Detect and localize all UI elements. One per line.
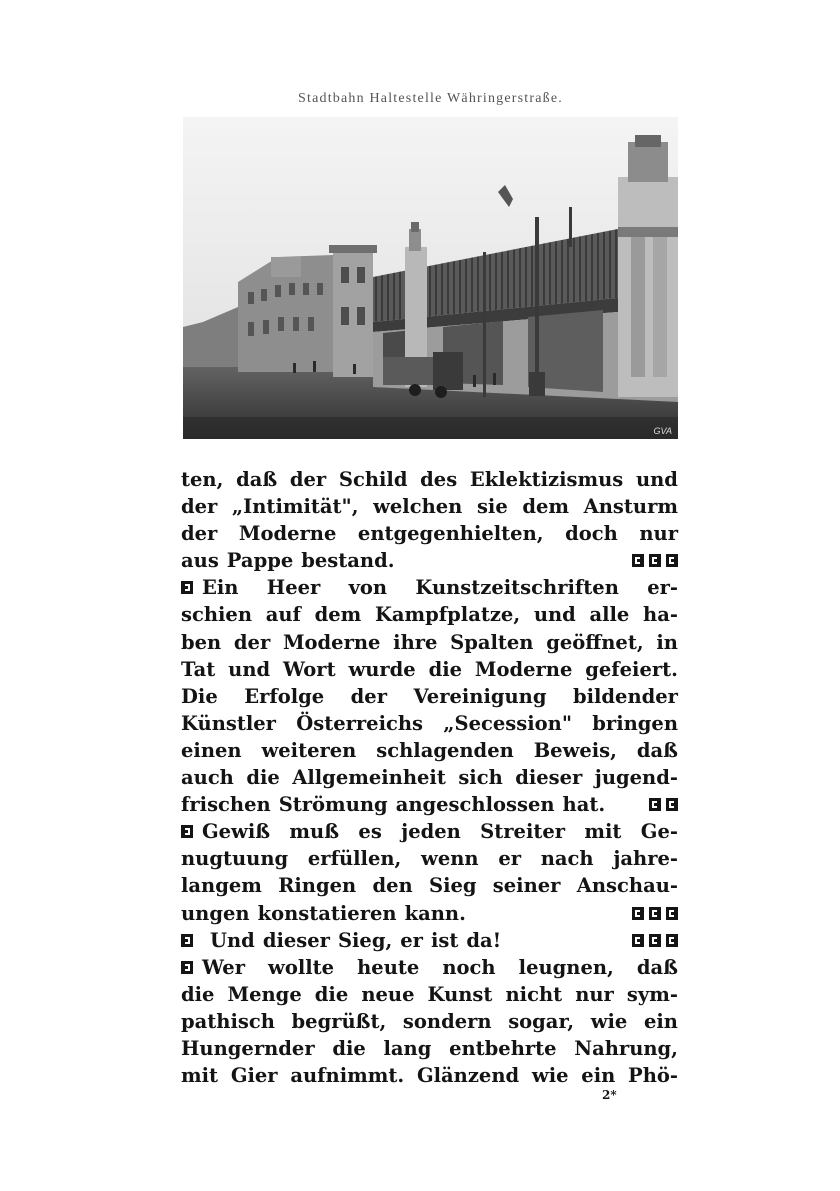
lead-group [181,818,270,845]
word: einen [181,738,242,762]
paragraph-ornament-icon [632,907,644,920]
word: Sieg, [337,928,393,952]
word: Strömung [278,793,388,817]
word: muß [289,820,340,844]
word: Nahrung, [574,1036,678,1060]
word: ungen [181,901,250,925]
word: entgegenhielten, [357,522,544,546]
word: Die [181,684,218,708]
paragraph-ornament-icon [649,554,661,567]
word: Beweis, [533,738,617,762]
text-line [181,1008,678,1035]
word: Spalten [450,630,534,654]
word: jahre- [613,847,678,871]
line-text [181,900,466,927]
word: nur [639,522,678,546]
word: „Secession" [443,711,572,735]
word: Phö- [628,1064,678,1088]
paragraph-ornament-icon [181,825,193,838]
word: die [332,1036,366,1060]
word: auf [265,603,301,627]
word: wie [590,1009,628,1033]
text-line [181,683,678,710]
word: Ringen [278,874,357,898]
word: nugtuung [181,847,289,871]
paragraph-ornament-icon [649,907,661,920]
word: die [314,982,349,1006]
word: auch [181,766,234,790]
paragraph-ornament-icon [632,934,644,947]
word: kann. [404,901,466,925]
text-line [181,818,678,845]
word: Erfolge [244,684,325,708]
word: und [228,657,271,681]
word: bildender [572,684,678,708]
word: ben [181,630,222,654]
word: noch [442,955,496,979]
word: erfüllen, [307,847,402,871]
word: wollte [268,955,335,979]
word: sie [476,495,508,519]
word: daß [636,955,678,979]
word: des [420,468,458,491]
word: hat. [562,793,606,817]
word: ein [581,1064,616,1088]
text-line [181,981,678,1008]
word: Künstler [181,711,276,735]
station-photograph [183,117,678,439]
word: die [181,982,215,1006]
word: ist [430,928,459,952]
word: da! [466,928,502,952]
word: Hungernder [181,1036,315,1060]
text-line [181,1035,678,1062]
paragraph-ornament-icon [649,798,661,811]
line-text [181,547,395,574]
body-text [181,466,678,1089]
word: Pappe [226,549,294,573]
text-line [181,629,678,656]
word: welchen [373,495,463,519]
word: neue [361,982,415,1006]
word: Heer [266,576,321,600]
word: der [233,630,271,654]
word: dem [314,603,362,627]
word: frischen [181,793,271,817]
word: wenn [421,847,479,871]
word: Ge- [640,820,678,844]
word: bringen [592,711,678,735]
ornament-group [644,791,678,818]
word: er- [647,576,678,600]
paragraph-ornament-icon [666,554,678,567]
text-line [181,574,678,601]
word: die [246,766,280,790]
word: mit [181,1064,219,1088]
word: doch [565,522,618,546]
lead-group [181,954,245,981]
paragraph-ornament-icon [632,554,644,567]
word: gefeiert. [585,657,678,681]
word: Sieg [428,874,477,898]
word: nicht [505,982,563,1006]
word: leugnen, [518,955,614,979]
paragraph-ornament-icon [649,934,661,947]
word: daß [636,738,678,762]
paragraph-ornament-icon [666,798,678,811]
word: es [358,820,382,844]
photo-caption: Stadtbahn Haltestelle Währingerstraße. [298,91,563,106]
word: Menge [227,982,302,1006]
word: „Intimität", [231,495,359,519]
word: pathisch [181,1009,275,1033]
word: der [289,468,327,491]
word: konstatieren [257,901,397,925]
word: Anschau- [576,874,678,898]
paragraph-ornament-icon [181,961,193,974]
word: der [181,522,218,546]
text-line [181,520,678,547]
word: Schild [338,468,408,491]
word: der [350,684,387,708]
photo-monogram: GVA [653,426,672,436]
word: begrüßt, [291,1009,387,1033]
photograph-image [183,117,678,439]
word: Kunstzeitschriften [415,576,619,600]
word: Tat [181,657,216,681]
paragraph-ornament-icon [181,934,193,947]
line-text [181,791,605,818]
word: Ein [202,576,239,600]
text-line [181,927,678,954]
word: bestand. [301,549,395,573]
text-line [181,737,678,764]
word: und [533,603,576,627]
text-line [181,656,678,683]
word: jeden [401,820,461,844]
word: ihre [393,630,438,654]
paragraph-ornament-icon [666,907,678,920]
word: die [428,657,463,681]
word: den [372,874,413,898]
paragraph-ornament-icon [666,934,678,947]
word: aus [181,549,219,573]
word: Moderne [238,522,337,546]
text-line [181,954,678,981]
word: ten, [181,468,224,491]
word: heute [357,955,420,979]
word: Gier [230,1064,278,1088]
word: von [348,576,388,600]
word: er [498,847,522,871]
word: wie [531,1064,569,1088]
word: geöffnet, [546,630,644,654]
word: jugend- [594,766,678,790]
word: lang [383,1036,432,1060]
ornament-group [627,547,678,574]
line-text [181,927,501,954]
word: angeschlossen [395,793,555,817]
word: schlagenden [376,738,514,762]
page-number: 2* [602,1088,617,1102]
word: Wort [282,657,336,681]
ornament-group [627,900,678,927]
word: seiner [492,874,561,898]
word: sym- [626,982,678,1006]
word: Gewiß [202,820,271,844]
paragraph-ornament-icon [181,581,193,594]
text-line [181,493,678,520]
word: nach [540,847,594,871]
word: sich [458,766,503,790]
text-line [181,900,678,927]
word: langem [181,874,262,898]
text-line [181,547,678,574]
text-line [181,791,678,818]
word: sogar, [508,1009,575,1033]
text-line [181,872,678,899]
word: mit [584,820,622,844]
word: Kampfplatze, [374,603,521,627]
word: alle [589,603,630,627]
word: Österreichs [296,711,424,735]
word: Moderne [282,630,381,654]
text-line [181,601,678,628]
word: Allgemeinheit [292,766,446,790]
word: Ansturm [583,495,678,519]
word: Wer [202,955,245,979]
word: schien [181,603,253,627]
text-line [181,845,678,872]
word: dem [522,495,570,519]
text-line [181,466,678,493]
word: Eklektizismus [469,468,624,491]
word: dieser [515,766,583,790]
word: in [656,630,678,654]
word: Vereinigung [413,684,547,708]
word: Kunst [427,982,493,1006]
word: ha- [643,603,678,627]
word: wurde [348,657,416,681]
text-line [181,710,678,737]
text-line [181,1062,678,1089]
word: Glänzend [416,1064,520,1088]
word: weiteren [261,738,357,762]
word: Moderne [474,657,573,681]
word: entbehrte [449,1036,557,1060]
word: nur [575,982,614,1006]
word: Streiter [480,820,566,844]
word: der [181,495,218,519]
word: er [400,928,423,952]
word: aufnimmt. [290,1064,405,1088]
lead-group [181,574,238,601]
word: daß [236,468,278,491]
word: sondern [402,1009,492,1033]
word: dieser [262,928,330,952]
word: Und [210,928,255,952]
word: ein [643,1009,678,1033]
ornament-group [627,927,678,954]
text-line [181,764,678,791]
word: und [635,468,678,491]
